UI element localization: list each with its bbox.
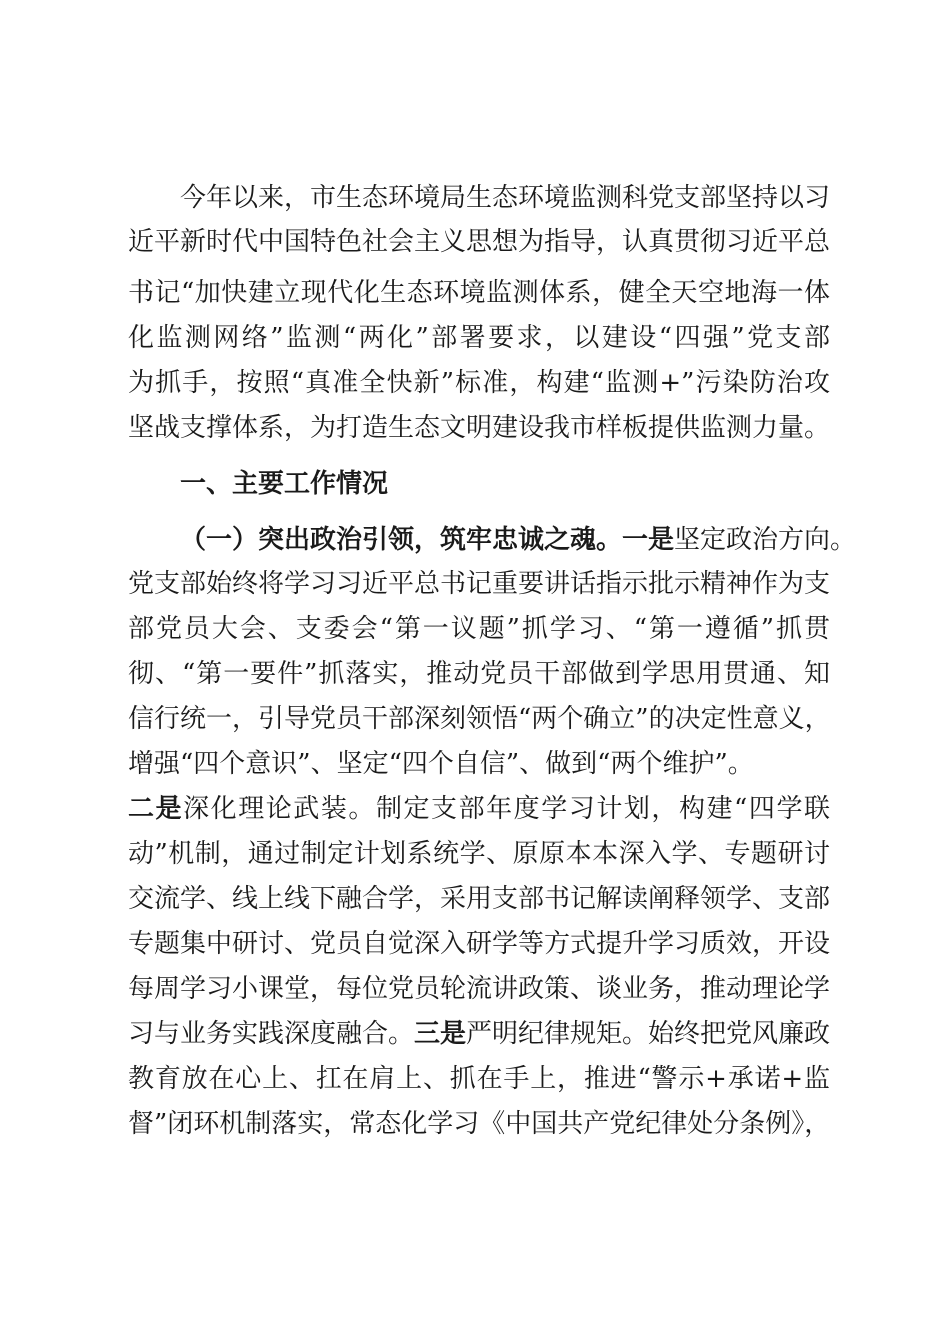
item-two-label: 二是 (128, 794, 184, 824)
section1-line-12-text-a: 习与业务实践深度融合。 (128, 1019, 415, 1049)
section1-line-7 (128, 787, 830, 831)
section1-subheading: （一）突出政治引领，筑牢忠诚之魂。一是 (180, 525, 675, 555)
intro-line-2: 近平新时代中国特色社会主义思想为指导，认真贯彻习近平总 (128, 227, 831, 257)
section1-line-3: 部党员大会、支委会“第一议题”抓学习、“第一遵循”抓贯 (128, 614, 830, 644)
section1-line-13: 教育放在心上、扛在肩上、抓在手上，推进“警示+承诺+监 (128, 1064, 830, 1094)
section1-line-9: 交流学、线上线下融合学，采用支部书记解读阐释领学、支部 (128, 884, 831, 914)
section1-line-2: 党支部始终将学习习近平总书记重要讲话指示批示精神作为支 (128, 569, 831, 599)
item-three-label: 三是 (414, 1019, 467, 1049)
section1-line-14: 督”闭环机制落实，常态化学习《中国共产党纪律处分条例》， (128, 1109, 831, 1139)
section1-line-12-text-b: 严明纪律规矩。始终把党风廉政 (466, 1019, 831, 1049)
section1-line-1-text: 坚定政治方向。 (674, 525, 857, 555)
intro-line-3: 书记“加快建立现代化生态环境监测体系，健全天空地海一体 (128, 278, 830, 308)
section1-line-11: 每周学习小课堂，每位党员轮流讲政策、谈业务，推动理论学 (128, 974, 831, 1004)
section1-line-10: 专题集中研讨、党员自觉深入研学等方式提升学习质效，开设 (128, 929, 831, 959)
intro-line-6: 坚战支撑体系，为打造生态文明建设我市样板提供监测力量。 (128, 413, 831, 443)
section1-line-6: 增强“四个意识”、坚定“四个自信”、做到“两个维护”。 (128, 749, 754, 779)
section1-line-4: 彻、“第一要件”抓落实，推动党员干部做到学思用贯通、知 (128, 659, 830, 689)
intro-line-4: 化监测网络”监测“两化”部署要求，以建设“四强”党支部 (128, 323, 830, 353)
intro-line-1: 今年以来，市生态环境局生态环境监测科党支部坚持以习 (180, 183, 831, 213)
section1-line-7-text: 深化理论武装。制定支部年度学习计划，构建“四学联 (183, 794, 830, 824)
section1-line-8: 动”机制，通过制定计划系统学、原原本本深入学、专题研讨 (128, 839, 830, 869)
section1-line-1 (180, 518, 857, 562)
section1-line-12 (128, 1012, 830, 1056)
intro-line-5: 为抓手，按照“真准全快新”标准，构建“监测+”污染防治攻 (128, 368, 830, 398)
section-heading: 一、主要工作情况 (180, 469, 389, 499)
section1-line-5: 信行统一，引导党员干部深刻领悟“两个确立”的决定性意义， (128, 704, 831, 734)
